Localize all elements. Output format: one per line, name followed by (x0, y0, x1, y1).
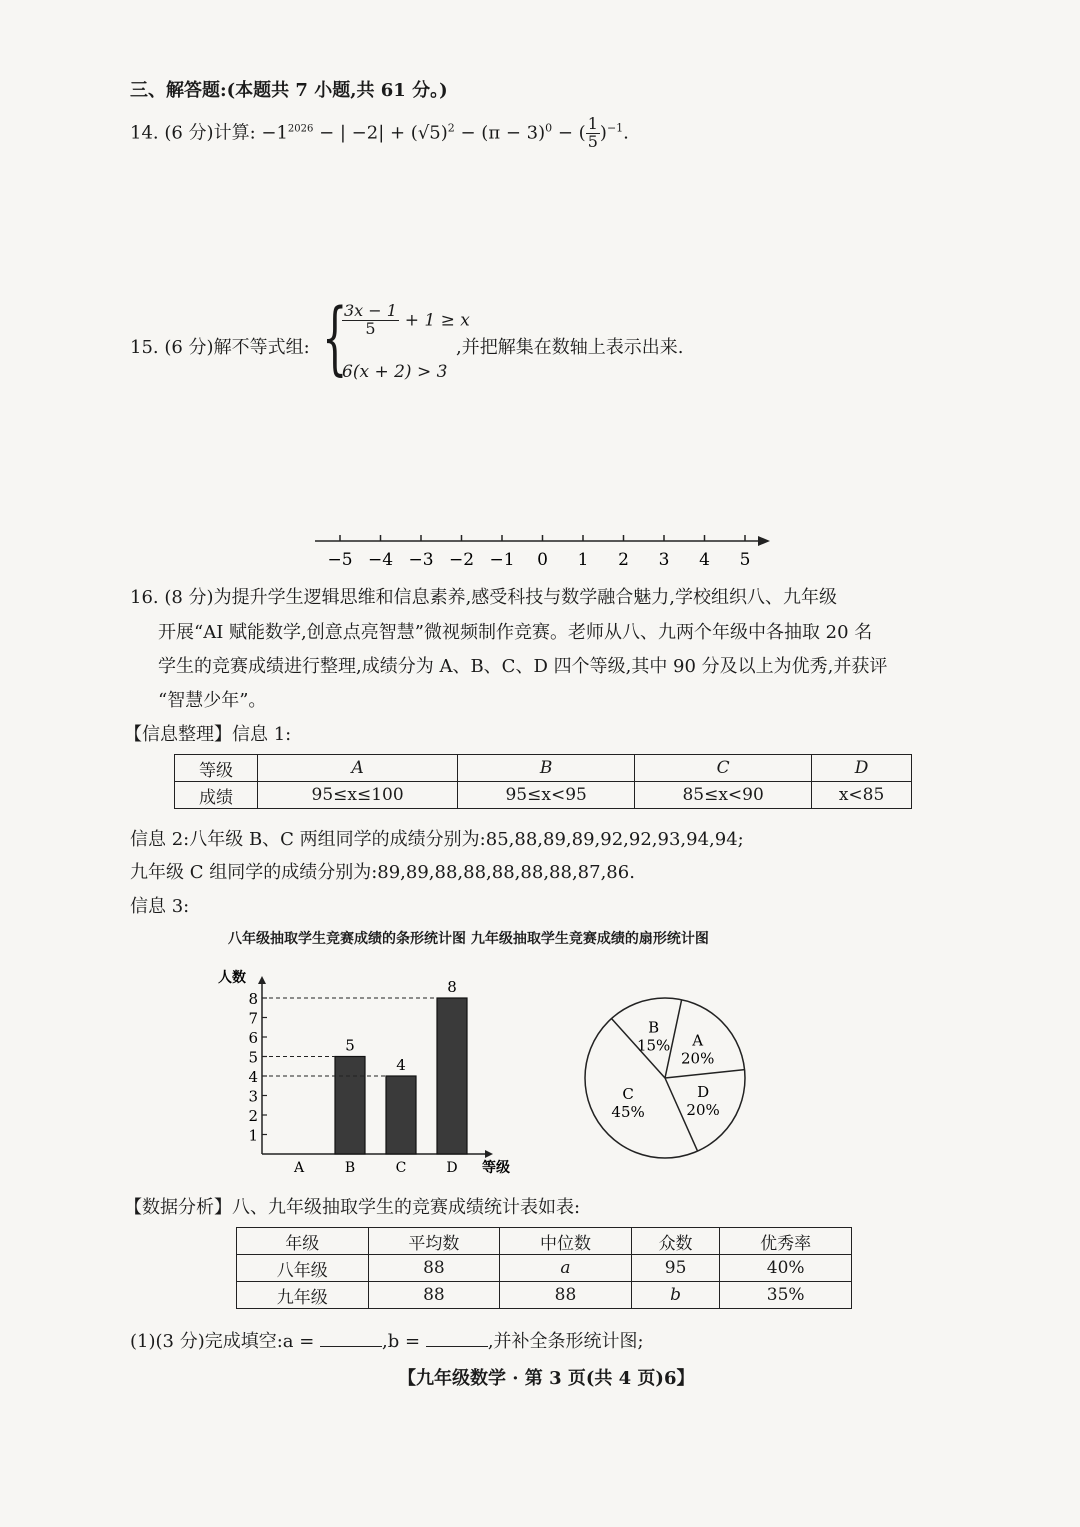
pie-percent: 20% (686, 1101, 720, 1119)
q14-expr: −1 (261, 122, 288, 144)
stats-cell: a (500, 1255, 632, 1282)
stats-header-cell: 众数 (631, 1228, 720, 1255)
bar-category-label: A (293, 1160, 305, 1176)
q14-exp3: 0 (545, 121, 553, 135)
bar-y-tick-label: 5 (248, 1048, 258, 1067)
grade-cell: B (458, 755, 635, 782)
pie-label: A (692, 1031, 704, 1050)
grade-cell: x<85 (812, 782, 912, 809)
grade-cell: 85≤x<90 (635, 782, 812, 809)
bar-value-label: 8 (447, 978, 457, 996)
number-line-label: 4 (699, 550, 710, 570)
q15-ineq1-den: 5 (365, 318, 376, 338)
bar-ylabel: 人数 (218, 970, 246, 986)
q16-line1: 16. (8 分)为提升学生逻辑思维和信息素养,感受科技与数学融合魅力,学校组织八、九年级 (130, 587, 838, 608)
q14-frac-num: 1 (587, 114, 598, 133)
grade-cell: A (258, 755, 458, 782)
q14-frac-den: 5 (587, 131, 598, 151)
q15-ineq2: 6(x + 2) > 3 (342, 362, 448, 382)
page-footer: 【九年级数学 · 第 3 页(共 4 页)6】 (398, 1368, 695, 1389)
stats-table (236, 1227, 852, 1309)
stats-cell: 八年级 (237, 1255, 369, 1282)
number-line-label: 2 (618, 550, 629, 570)
section-header: 三、解答题:(本题共 7 小题,共 61 分。) (130, 80, 448, 101)
stats-cell: b (631, 1282, 720, 1309)
chart-titles: 八年级抽取学生竞赛成绩的条形统计图 九年级抽取学生竞赛成绩的扇形统计图 (228, 931, 709, 947)
table-row (237, 1255, 852, 1282)
stats-cell: 40% (720, 1255, 852, 1282)
info3-label: 信息 3: (130, 896, 190, 917)
bar-x-arrow (485, 1150, 493, 1158)
bar-y-tick-label: 4 (248, 1068, 258, 1086)
bar-y-arrow (258, 976, 266, 984)
sub1-mid: ,b = (382, 1331, 426, 1352)
q15-ineq1-num: 3x − 1 (344, 301, 397, 320)
bar-xlabel: 等级 (482, 1160, 510, 1176)
q15-ineq1 (342, 303, 470, 338)
bar-y-tick-label: 6 (248, 1029, 258, 1047)
stats-cell: 88 (368, 1282, 500, 1309)
number-line-label: 3 (658, 550, 670, 570)
q16-line3: 学生的竞赛成绩进行整理,成绩分为 A、B、C、D 四个等级,其中 90 分及以上为优秀,并获评 (158, 656, 888, 677)
number-line-label: 0 (537, 550, 548, 570)
q15-tail: ,并把解集在数轴上表示出来. (456, 337, 684, 358)
grade-cell: 95≤x≤100 (258, 782, 458, 809)
bar-value-label: 5 (345, 1036, 355, 1055)
q15-brace: { (322, 291, 348, 384)
stats-cell: 88 (368, 1255, 500, 1282)
stats-header-cell: 平均数 (368, 1228, 500, 1255)
sub-question-1 (130, 1327, 644, 1353)
number-line-label: 5 (739, 550, 751, 570)
q16-line4: “智慧少年”。 (158, 690, 267, 711)
pie-percent: 20% (681, 1049, 715, 1068)
sub1-post: ,并补全条形统计图; (487, 1331, 644, 1352)
bar-y-tick-label: 7 (248, 1009, 258, 1028)
table-row (237, 1282, 852, 1309)
q14-label: 14. (6 分)计算: (130, 122, 262, 144)
q14-expr-mid3: − ( (552, 122, 586, 144)
grade-cell: 成绩 (175, 782, 258, 809)
bar-y-tick-label: 2 (248, 1107, 258, 1125)
q15-label: 15. (6 分)解不等式组: (130, 337, 310, 358)
pie-chart (570, 990, 760, 1170)
q14-exp4: −1 (606, 121, 624, 135)
q16-line2: 开展“AI 赋能数学,创意点亮智慧”微视频制作竞赛。老师从八、九两个年级中各抽取 20 名 (158, 622, 873, 643)
number-line-label: −3 (408, 550, 434, 570)
stats-cell: 88 (500, 1282, 632, 1309)
q14-expr-end: ) (599, 122, 607, 144)
answer-blank-a[interactable] (320, 1328, 382, 1347)
number-line-label: −5 (327, 550, 353, 570)
bar-b (335, 1057, 365, 1155)
q14-exp1: 2026 (287, 123, 314, 135)
bar-category-label: D (446, 1160, 458, 1176)
stats-cell: 35% (720, 1282, 852, 1309)
pie-percent: 15% (636, 1036, 671, 1055)
grade-table-row (175, 755, 912, 782)
q14-exp2: 2 (447, 121, 455, 135)
info2-line2: 九年级 C 组同学的成绩分别为:89,89,88,88,88,88,88,87,86. (130, 862, 635, 883)
answer-blank-b[interactable] (426, 1328, 488, 1347)
grade-table-row (175, 782, 912, 809)
stats-header-cell: 优秀率 (720, 1228, 852, 1255)
pie-label: D (697, 1083, 710, 1101)
number-line (300, 525, 780, 575)
q15-ineq1-rest: + 1 ≥ x (404, 310, 470, 331)
grade-cell: C (635, 755, 812, 782)
pie-label: C (622, 1084, 634, 1103)
stats-cell: 95 (631, 1255, 720, 1282)
info2-line1: 信息 2:八年级 B、C 两组同学的成绩分别为:85,88,89,89,92,92,93,94,94; (130, 829, 744, 850)
bar-y-tick-label: 8 (248, 990, 258, 1008)
bar-c (386, 1076, 416, 1154)
bar-value-label: 4 (396, 1056, 406, 1074)
pie-percent: 45% (611, 1102, 645, 1121)
grade-cell: D (812, 755, 912, 782)
bar-d (437, 998, 467, 1154)
number-line-label: −2 (448, 550, 475, 570)
question-14 (130, 116, 629, 151)
bar-category-label: C (395, 1160, 407, 1176)
stats-cell: 九年级 (237, 1282, 369, 1309)
grade-cell: 95≤x<95 (458, 782, 635, 809)
analysis-header: 【数据分析】八、九年级抽取学生的竞赛成绩统计表如表: (124, 1197, 581, 1218)
number-line-arrow (758, 536, 770, 546)
q14-expr-tail: . (623, 122, 629, 144)
bar-y-tick-label: 1 (248, 1126, 258, 1145)
number-line-label: −1 (489, 550, 515, 570)
sub1-pre: (1)(3 分)完成填空:a = (130, 1331, 321, 1352)
bar-chart (210, 962, 540, 1182)
info-header: 【信息整理】信息 1: (124, 724, 292, 745)
bar-category-label: B (344, 1160, 356, 1176)
stats-header-cell: 中位数 (500, 1228, 632, 1255)
number-line-label: 1 (577, 550, 589, 570)
pie-label: B (648, 1018, 660, 1037)
number-line-label: −4 (367, 550, 394, 570)
stats-header-cell: 年级 (237, 1228, 369, 1255)
q14-expr-mid: − | −2| + (√5) (313, 122, 448, 144)
pie-slice-d (665, 1070, 745, 1078)
bar-y-tick-label: 3 (248, 1087, 258, 1106)
q14-expr-mid2: − (π − 3) (454, 122, 546, 144)
grade-table (174, 754, 912, 809)
grade-cell: 等级 (175, 755, 258, 782)
stats-header-row (237, 1228, 852, 1255)
